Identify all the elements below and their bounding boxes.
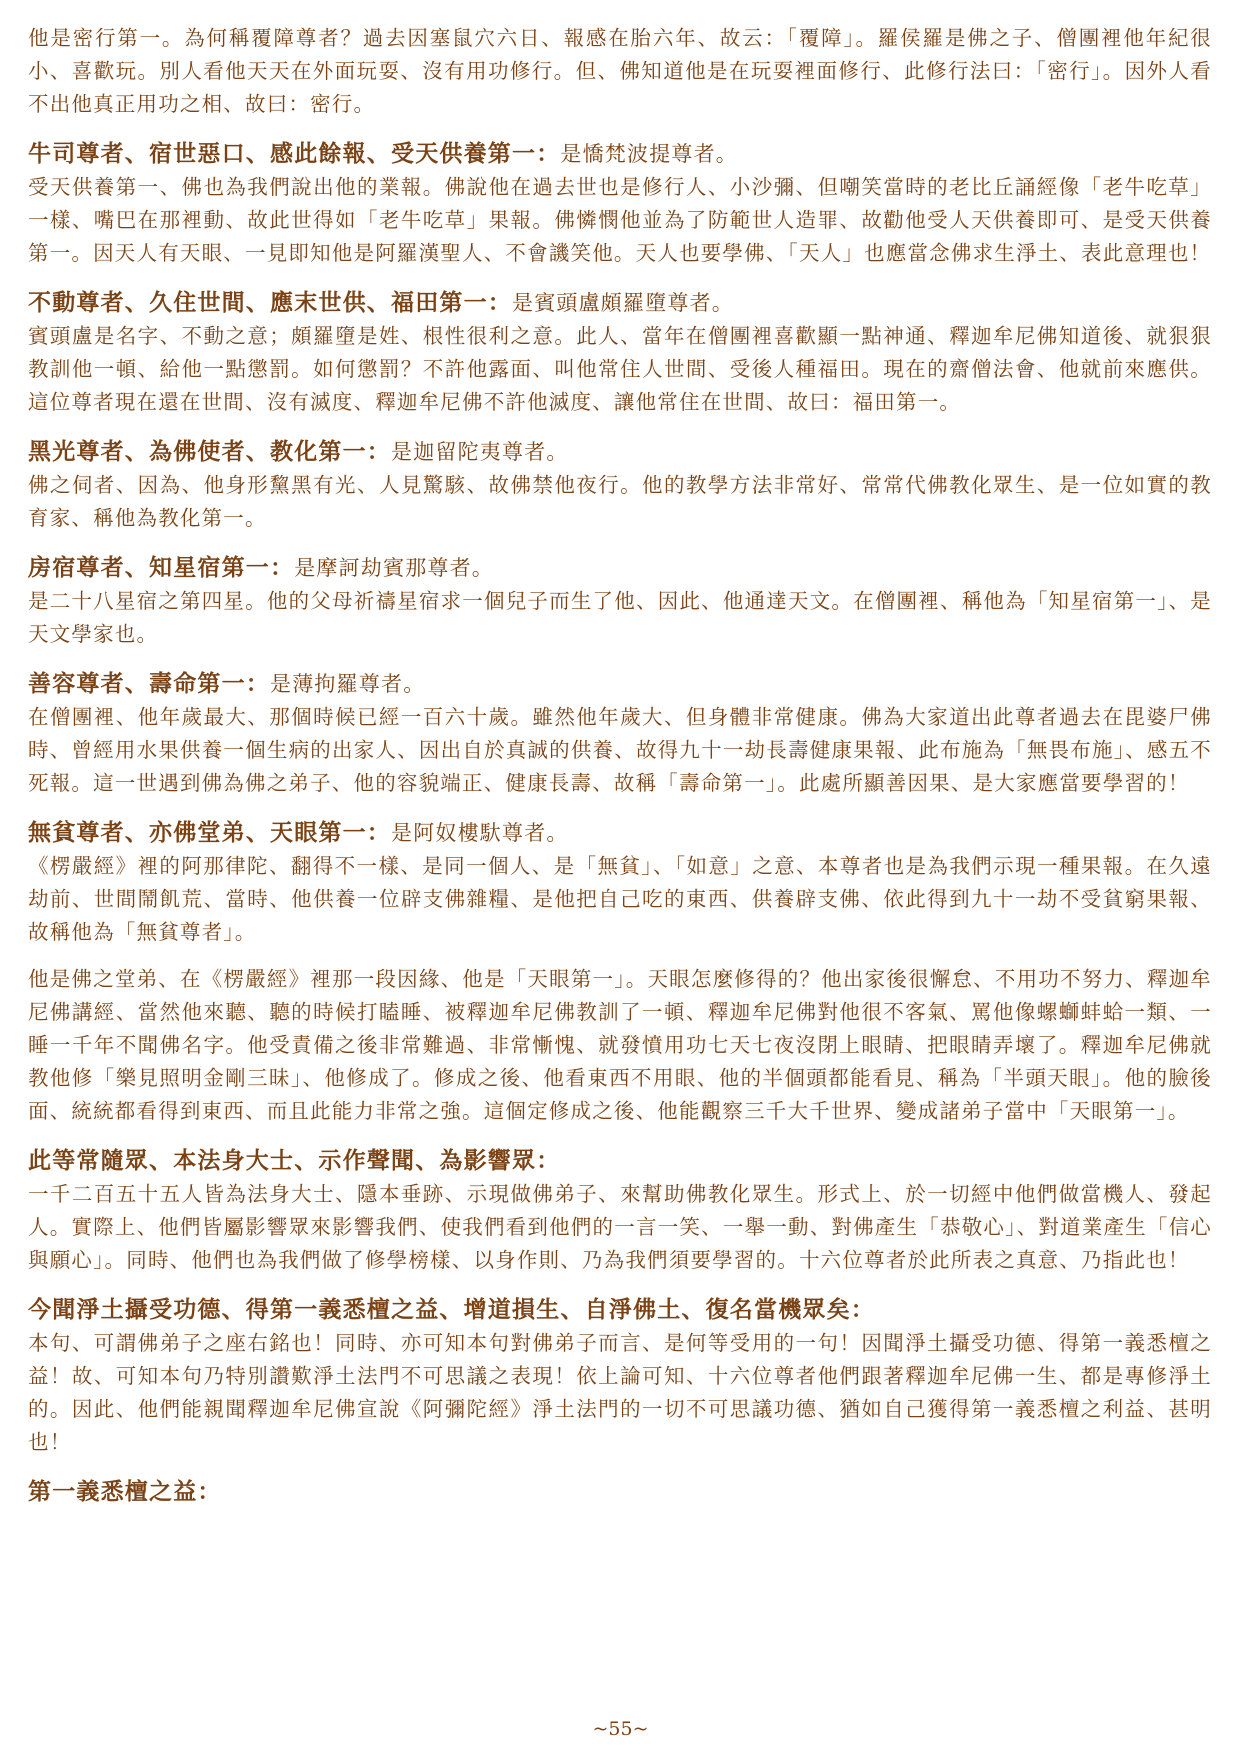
heading-name-text: 是薄拘羅尊者。 <box>270 672 426 696</box>
paragraph-aniruddha-heavenly-eye: 他是佛之堂弟、在《楞嚴經》裡那一段因緣、他是「天眼第一」。天眼怎麼修得的？他出家後很懈怠、不用功不努力、釋迦牟尼佛講經、當然他來聽、聽的時候打瞌睡、被釋迦牟尼佛教訓了一頓、釋迦牟尼佛對他很不客氣、罵他像螺螄蚌蛤一類、一睡一千年不聞佛名字。他受責備之後非常難過、非常慚愧、就發憤用功七天七夜沒閉上眼睛、把眼睛弄壞了。釋迦牟尼佛就教他修「樂見照明金剛三昧」、他修成了。修成之後、他看東西不用眼、他的半個頭都能看見、稱為「半頭天眼」。他的臉後面、統統都看得到東西、而且此能力非常之強。這個定修成之後、他能觀察三千大千世界、變成諸弟子當中「天眼第一」。 <box>28 967 1212 1123</box>
heading-aniruddha <box>28 816 1212 850</box>
paragraph-pindola: 賓頭盧是名字、不動之意；頗羅墮是姓、根性很利之意。此人、當年在僧團裡喜歡顯一點神通、釋迦牟尼佛知道後、就狠狠教訓他一頓、給他一點懲罰。如何懲罰？不許他露面、叫他常住人世間、受後人種福田。現在的齋僧法會、他就前來應供。這位尊者現在還在世間、沒有滅度、釋迦牟尼佛不許他滅度、讓他常住在世間、故曰：福田第一。 <box>28 324 1212 414</box>
heading-gavampati <box>28 137 1212 171</box>
paragraph-bakkula: 在僧團裡、他年歲最大、那個時候已經一百六十歲。雖然他年歲大、但身體非常健康。佛為大家道出此尊者過去在毘婆尸佛時、曾經用水果供養一個生病的出家人、因出自於真誠的供養、故得九十一劫長壽健康果報、此布施為「無畏布施」、感五不死報。這一世遇到佛為佛之弟子、他的容貌端正、健康長壽、故稱「壽命第一」。此處所顯善因果、是大家應當要學習的！ <box>28 705 1212 795</box>
heading-name-text: 是阿奴樓馱尊者。 <box>391 821 569 845</box>
paragraph-kalodayin: 佛之伺者、因為、他身形黧黑有光、人見驚駭、故佛禁他夜行。他的教學方法非常好、常常代佛教化眾生、是一位如實的教育家、稱他為教化第一。 <box>28 473 1212 530</box>
heading-assembly <box>28 1144 1212 1178</box>
page-number: ~55~ <box>592 1718 649 1740</box>
paragraph-kapphina: 是二十八星宿之第四星。他的父母祈禱星宿求一個兒子而生了他、因此、他通達天文。在僧團裡、稱他為「知星宿第一」、是天文學家也。 <box>28 589 1212 646</box>
heading-bold-text: 今聞淨土攝受功德、得第一義悉檀之益、增道損生、自淨佛土、復名當機眾矣： <box>28 1296 875 1323</box>
heading-pure-land-merit <box>28 1293 1212 1327</box>
heading-name-text: 是摩訶劫賓那尊者。 <box>294 556 495 580</box>
heading-bold-text: 房宿尊者、知星宿第一： <box>28 554 295 581</box>
paragraph-pure-land-merit: 本句、可謂佛弟子之座右銘也！同時、亦可知本句對佛弟子而言、是何等受用的一句！因聞淨土攝受功德、得第一義悉檀之益！故、可知本句乃特別讚歎淨土法門不可思議之表現！依上論可知、十六位尊者他們跟著釋迦牟尼佛一生、都是專修淨土的。因此、他們能親聞釋迦牟尼佛宣說《阿彌陀經》淨土法門的一切不可思議功德、猶如自己獲得第一義悉檀之利益、甚明也！ <box>28 1331 1212 1454</box>
heading-kapphina <box>28 551 1212 585</box>
heading-bold-text: 善容尊者、壽命第一： <box>28 670 270 697</box>
paragraph-gavampati: 受天供養第一、佛也為我們說出他的業報。佛說他在過去世也是修行人、小沙彌、但嘲笑當時的老比丘誦經像「老牛吃草」一樣、嘴巴在那裡動、故此世得如「老牛吃草」果報。佛憐憫他並為了防範世人造罪、故勸他受人天供養即可、是受天供養第一。因天人有天眼、一見即知他是阿羅漢聖人、不會譏笑他。天人也要學佛、「天人」也應當念佛求生淨土、表此意理也！ <box>28 175 1212 265</box>
heading-bold-text: 此等常隨眾、本法身大士、示作聲聞、為影響眾： <box>28 1147 561 1174</box>
heading-bold-text: 無貧尊者、亦佛堂弟、天眼第一： <box>28 819 391 846</box>
heading-kalodayin <box>28 435 1212 469</box>
heading-bold-text: 不動尊者、久住世間、應末世供、福田第一： <box>28 289 512 316</box>
heading-bold-text: 第一義悉檀之益： <box>28 1478 222 1505</box>
heading-bakkula <box>28 667 1212 701</box>
heading-name-text: 是憍梵波提尊者。 <box>560 142 739 166</box>
paragraph-aniruddha-poverty: 《楞嚴經》裡的阿那律陀、翻得不一樣、是同一個人、是「無貧」、「如意」之意、本尊者也是為我們示現一種果報。在久遠劫前、世間鬧飢荒、當時、他供養一位辟支佛雜糧、是他把自己吃的東西、供養辟支佛、依此得到九十一劫不受貧窮果報、故稱他為「無貧尊者」。 <box>28 854 1212 944</box>
paragraph-assembly: 一千二百五十五人皆為法身大士、隱本垂跡、示現做佛弟子、來幫助佛教化眾生。形式上、於一切經中他們做當機人、發起人。實際上、他們皆屬影響眾來影響我們、使我們看到他們的一言一笑、一舉一動、對佛產生「恭敬心」、對道業產生「信心與願心」。同時、他們也為我們做了修學榜樣、以身作則、乃為我們須要學習的。十六位尊者於此所表之真意、乃指此也！ <box>28 1182 1212 1272</box>
heading-pindola <box>28 286 1212 320</box>
document-page <box>28 22 1212 1722</box>
heading-first-meaning <box>28 1475 1212 1509</box>
heading-bold-text: 牛司尊者、宿世惡口、感此餘報、受天供養第一： <box>28 140 561 167</box>
heading-name-text: 是賓頭盧頗羅墮尊者。 <box>512 291 734 315</box>
paragraph-secret-practice: 他是密行第一。為何稱覆障尊者？過去因塞鼠穴六日、報感在胎六年、故云：「覆障」。羅侯羅是佛之子、僧團裡他年紀很小、喜歡玩。別人看他天天在外面玩耍、沒有用功修行。但、佛知道他是在玩耍裡面修行、此修行法曰：「密行」。因外人看不出他真正用功之相、故曰：密行。 <box>28 26 1212 116</box>
heading-bold-text: 黑光尊者、為佛使者、教化第一： <box>28 438 391 465</box>
heading-name-text: 是迦留陀夷尊者。 <box>391 440 569 464</box>
